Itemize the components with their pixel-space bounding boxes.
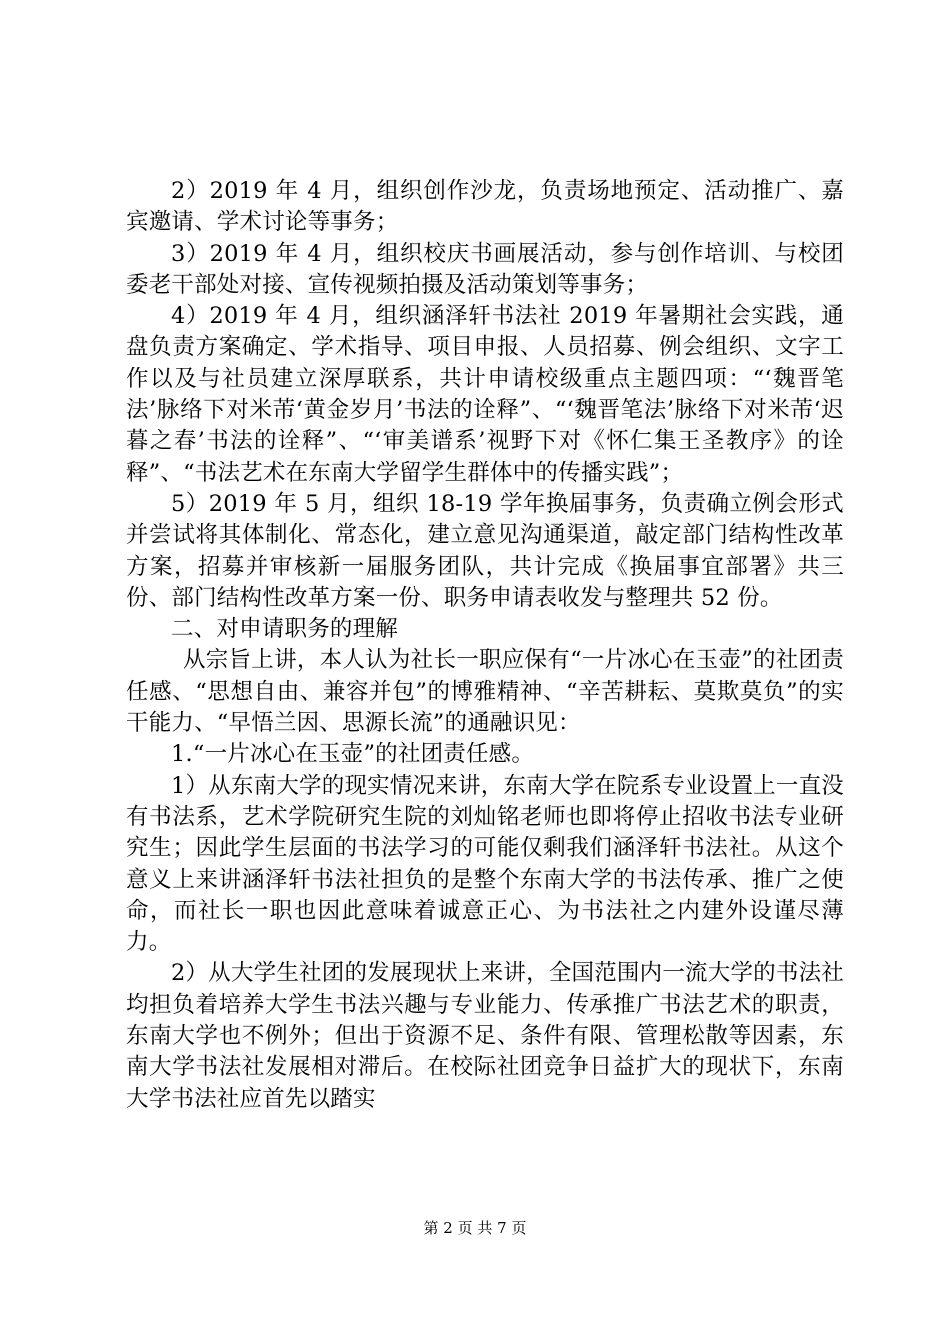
paragraph-purpose: 从宗旨上讲，本人认为社长一职应保有“一片冰心在玉壶”的社团责任感、“思想自由、兼容并包”的博雅精神、“辛苦耕耘、莫欺莫负”的实干能力、“早悟兰因、思源长流”的通融识见： (126, 647, 844, 737)
paragraph-item-5: 5）2019 年 5 月，组织 18-19 学年换届事务，负责确立例会形式并尝试将其体制化、常态化，建立意见沟通渠道，敲定部门结构性改革方案，招募并审核新一届服务团队，共计完成《换届事宜部署》共三份、部门结构性改革方案一份、职务申请表收发与整理共 52 份。 (126, 490, 844, 611)
section-heading-2: 二、对申请职务的理解 (171, 616, 399, 643)
page-footer (0, 1218, 950, 1238)
document-body (126, 176, 844, 1115)
page-number-label: 第 2 页 共 7 页 (423, 1219, 527, 1237)
paragraph-reason-2: 2）从大学生社团的发展现状上来讲，全国范围内一流大学的书法社均担负着培养大学生书法兴趣与专业能力、传承推广书法艺术的职责，东南大学也不例外；但出于资源不足、条件有限、管理松散等因素，东南大学书法社发展相对滞后。在校际社团竞争日益扩大的现状下，东南大学书法社应首先以踏实 (126, 960, 844, 1112)
subheading-1: 1.“一片冰心在玉壶”的社团责任感。 (171, 741, 535, 768)
paragraph-reason-1: 1）从东南大学的现实情况来讲，东南大学在院系专业设置上一直没有书法系，艺术学院研究生院的刘灿铭老师也即将停止招收书法专业研究生；因此学生层面的书法学习的可能仅剩我们涵泽轩书法社。从这个意义上来讲涵泽轩书法社担负的是整个东南大学的书法传承、推广之使命，而社长一职也因此意味着诚意正心、为书法社之内建外设谨尽薄力。 (126, 772, 844, 956)
paragraph-item-2: 2）2019 年 4 月，组织创作沙龙，负责场地预定、活动推广、嘉宾邀请、学术讨论等事务； (126, 178, 844, 236)
paragraph-item-3: 3）2019 年 4 月，组织校庆书画展活动，参与创作培训、与校团委老干部处对接、宣传视频拍摄及活动策划等事务； (126, 240, 844, 298)
paragraph-item-4: 4）2019 年 4 月，组织涵泽轩书法社 2019 年暑期社会实践，通盘负责方案确定、学术指导、项目申报、人员招募、例会组织、文字工作以及与社员建立深厚联系，共计申请校级重点主题四项：“‘魏晋笔法’脉络下对米芾‘黄金岁月’书法的诠释”、“‘魏晋笔法’脉络下对米芾‘迟暮之春’书法的诠释”、“‘审美谱系’视野下对《怀仁集王圣教序》的诠释”、“书法艺术在东南大学留学生群体中的传播实践”； (126, 303, 844, 486)
